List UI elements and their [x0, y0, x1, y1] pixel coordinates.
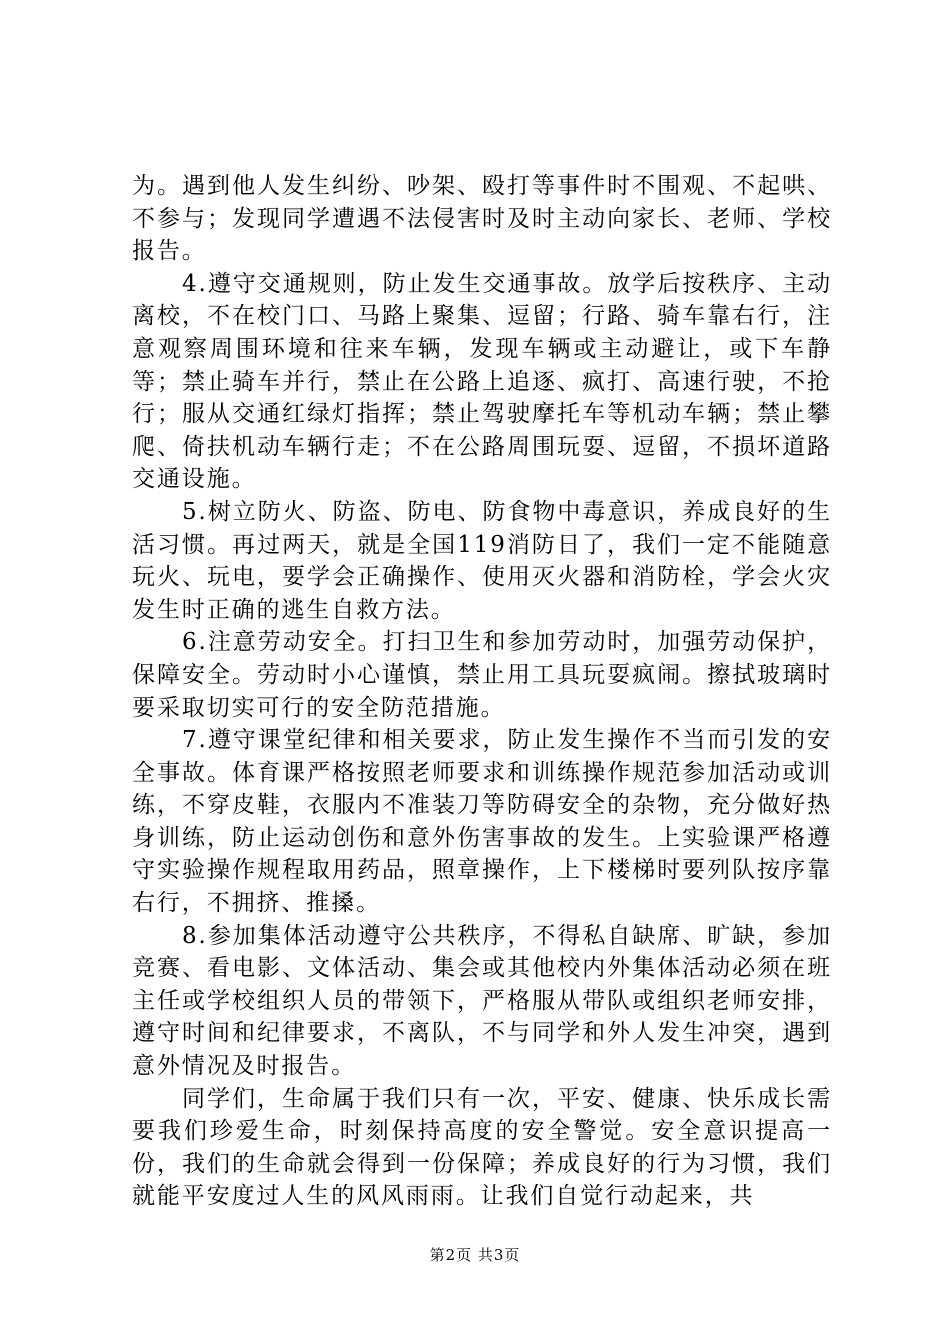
document-body [132, 170, 832, 1213]
paragraph-item-4: 4.遵守交通规则，防止发生交通事故。放学后按秩序、主动离校，不在校门口、马路上聚集、逗留；行路、骑车靠右行，注意观察周围环境和往来车辆，发现车辆或主动避让，或下车静等；禁止骑车并行，禁止在公路上追逐、疯打、高速行驶，不抢行；服从交通红绿灯指挥；禁止驾驶摩托车等机动车辆；禁止攀爬、倚扶机动车辆行走；不在公路周围玩耍、逗留，不损坏道路交通设施。 [132, 270, 832, 493]
paragraph-item-6: 6.注意劳动安全。打扫卫生和参加劳动时，加强劳动保护，保障安全。劳动时小心谨慎，禁止用工具玩耍疯闹。擦拭玻璃时要采取切实可行的安全防范措施。 [132, 629, 832, 721]
page-number-footer: 第2页 共3页 [429, 1246, 521, 1264]
paragraph-item-7: 7.遵守课堂纪律和相关要求，防止发生操作不当而引发的安全事故。体育课严格按照老师要求和训练操作规范参加活动或训练，不穿皮鞋，衣服内不准装刀等防碍安全的杂物，充分做好热身训练，防止运动创伤和意外伤害事故的发生。上实验课严格遵守实验操作规程取用药品，照章操作，上下楼梯时要列队按序靠右行，不拥挤、推搡。 [132, 727, 832, 917]
paragraph-continuation: 为。遇到他人发生纠纷、吵架、殴打等事件时不围观、不起哄、不参与；发现同学遭遇不法侵害时及时主动向家长、老师、学校报告。 [132, 173, 832, 265]
paragraph-closing: 同学们，生命属于我们只有一次，平安、健康、快乐成长需要我们珍爱生命，时刻保持高度的安全警觉。安全意识提高一份，我们的生命就会得到一份保障；养成良好的行为习惯，我们就能平安度过人生的风风雨雨。让我们自觉行动起来，共 [132, 1085, 832, 1210]
paragraph-item-5: 5.树立防火、防盗、防电、防食物中毒意识，养成良好的生活习惯。再过两天，就是全国119消防日了，我们一定不能随意玩火、玩电，要学会正确操作、使用灭火器和消防栓，学会火灾发生时正确的逃生自救方法。 [132, 498, 832, 623]
paragraph-item-8: 8.参加集体活动遵守公共秩序，不得私自缺席、旷缺，参加竞赛、看电影、文体活动、集会或其他校内外集体活动必须在班主任或学校组织人员的带领下，严格服从带队或组织老师安排，遵守时间和纪律要求，不离队，不与同学和外人发生冲突，遇到意外情况及时报告。 [132, 922, 832, 1080]
